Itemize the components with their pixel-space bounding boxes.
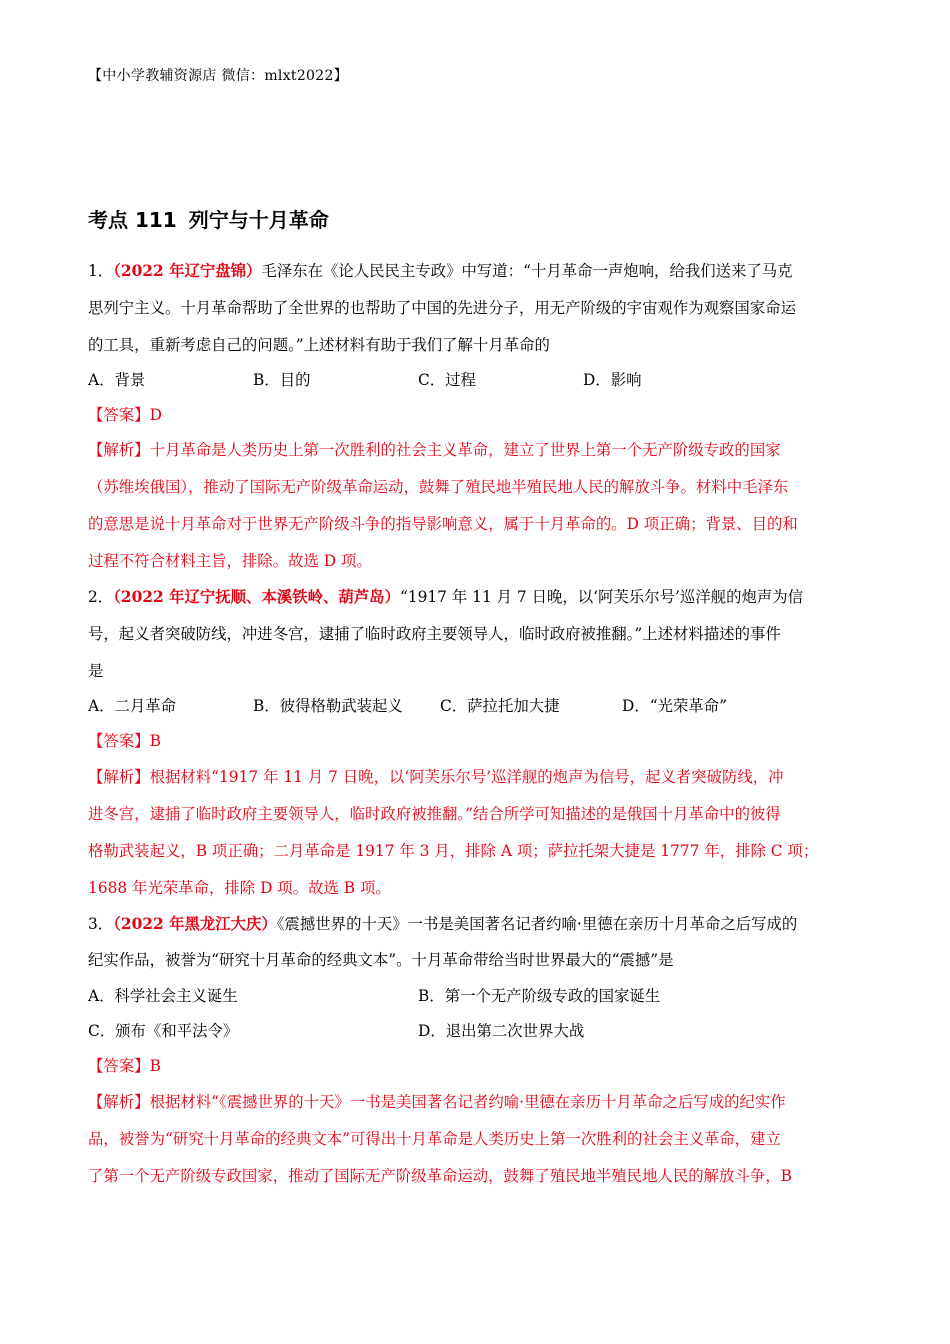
question-1-stem-line-3: 的工具，重新考虑自己的问题。”上述材料有助于我们了解十月革命的: [88, 336, 550, 354]
question-3-stem-line-2: 纪实作品，被誉为“研究十月革命的经典文本”。十月革命带给当时世界最大的“震撼”是: [88, 951, 674, 969]
question-2-analysis-line-2: 进冬宫，逮捕了临时政府主要领导人，临时政府被推翻。”结合所学可知描述的是俄国十月革命中的彼得: [88, 805, 781, 823]
question-3-stem-line-1: 3．（2022 年黑龙江大庆）《震撼世界的十天》一书是美国著名记者约喻·里德在亲历十月革命之后写成的: [88, 915, 798, 933]
question-3-analysis-line-1: 【解析】根据材料“《震撼世界的十天》一书是美国著名记者约喻·里德在亲历十月革命之后写成的纪实作: [88, 1093, 786, 1111]
section-title-text: 列宁与十月革命: [188, 208, 329, 232]
question-1-analysis-line-1: 【解析】十月革命是人类历史上第一次胜利的社会主义革命，建立了世界上第一个无产阶级专政的国家: [88, 441, 781, 459]
question-1-stem-line-1: 1．（2022 年辽宁盘锦）毛泽东在《论人民民主专政》中写道：“十月革命一声炮响，给我们送来了马克: [88, 262, 793, 280]
question-1-answer: 【答案】D: [88, 406, 162, 424]
question-1-analysis-line-4: 过程不符合材料主旨，排除。故选 D 项。: [88, 552, 372, 570]
question-2-option-b: B．彼得格勒武装起义: [253, 697, 403, 715]
question-2-source: （2022 年辽宁抚顺、本溪铁岭、葫芦岛）: [113, 588, 400, 606]
question-3-answer: 【答案】B: [88, 1057, 161, 1075]
question-2-analysis-line-1: 【解析】根据材料“1917 年 11 月 7 日晚，以‘阿芙乐尔号’巡洋舰的炮声为信号，起义者突破防线，冲: [88, 768, 784, 786]
question-1-option-b: B．目的: [253, 371, 311, 389]
question-1-option-a: A．背景: [88, 371, 146, 389]
question-1-analysis-line-3: 的意思是说十月革命对于世界无产阶级斗争的指导影响意义，属于十月革命的。D 项正确；背景、目的和: [88, 515, 798, 533]
question-1-source: （2022 年辽宁盘锦）: [113, 262, 262, 280]
question-2-answer: 【答案】B: [88, 732, 161, 750]
question-3-analysis-line-2: 品，被誉为“研究十月革命的经典文本”可得出十月革命是人类历史上第一次胜利的社会主义革命，建立: [88, 1130, 781, 1148]
question-2-option-a: A．二月革命: [88, 697, 177, 715]
question-3-option-d: D．退出第二次世界大战: [418, 1022, 585, 1040]
question-3-analysis-line-3: 了第一个无产阶级专政国家，推动了国际无产阶级革命运动，鼓舞了殖民地半殖民地人民的解放斗争，B: [88, 1167, 792, 1185]
question-2-analysis-line-4: 1688 年光荣革命，排除 D 项。故选 B 项。: [88, 879, 391, 897]
question-2-option-d: D．“光荣革命”: [622, 697, 728, 715]
question-1-option-c: C．过程: [418, 371, 476, 389]
question-3-number: 3．: [88, 915, 114, 933]
section-title: [88, 206, 329, 234]
question-2-number: 2．: [88, 588, 114, 606]
question-3-option-b: B．第一个无产阶级专政的国家诞生: [418, 987, 661, 1005]
question-1-option-d: D．影响: [583, 371, 642, 389]
question-1-number: 1．: [88, 262, 114, 280]
question-2-analysis-line-3: 格勒武装起义，B 项正确；二月革命是 1917 年 3 月，排除 A 项；萨拉托架大捷是 1777 年，排除 C 项；: [88, 842, 819, 860]
question-1-stem-line-2: 思列宁主义。十月革命帮助了全世界的也帮助了中国的先进分子，用无产阶级的宇宙观作为观察国家命运: [88, 299, 796, 317]
question-2-option-c: C．萨拉托加大捷: [440, 697, 560, 715]
header-note: 【中小学教辅资源店 微信：mlxt2022】: [88, 68, 348, 84]
section-code: 考点 111: [88, 208, 177, 232]
question-3-source: （2022 年黑龙江大庆）: [113, 915, 277, 933]
question-2-stem-line-2: 号，起义者突破防线，冲进冬宫，逮捕了临时政府主要领导人，临时政府被推翻。”上述材料描述的事件: [88, 625, 781, 643]
question-1-analysis-line-2: （苏维埃俄国），推动了国际无产阶级革命运动，鼓舞了殖民地半殖民地人民的解放斗争。材料中毛泽东: [88, 478, 789, 496]
question-3-option-a: A．科学社会主义诞生: [88, 987, 238, 1005]
question-3-option-c: C．颁布《和平法令》: [88, 1022, 239, 1040]
question-2-stem-line-1: 2．（2022 年辽宁抚顺、本溪铁岭、葫芦岛）“1917 年 11 月 7 日晚，以‘阿芙乐尔号’巡洋舰的炮声为信: [88, 588, 804, 606]
question-2-stem-line-3: 是: [88, 662, 104, 680]
